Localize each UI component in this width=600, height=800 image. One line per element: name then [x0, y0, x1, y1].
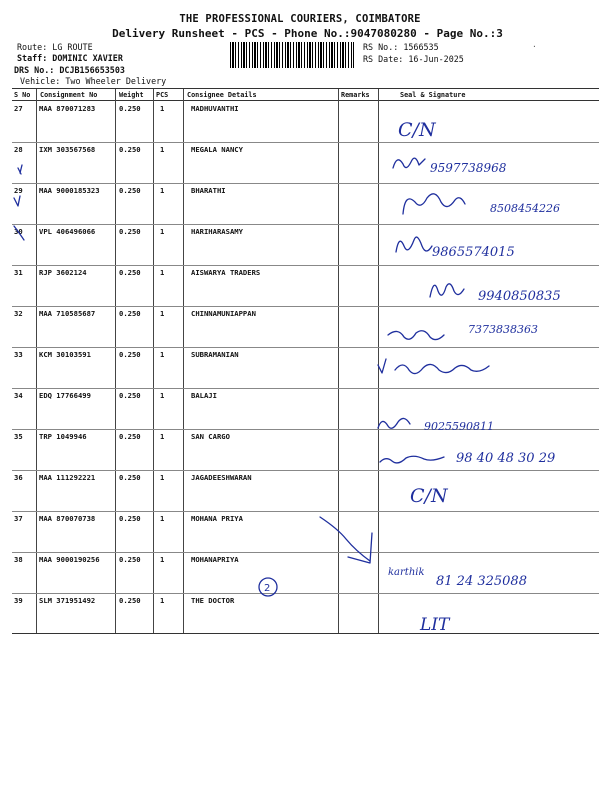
circled-digit: 2 — [264, 583, 271, 594]
route-label: Route: LG ROUTE — [17, 42, 93, 52]
staff-label: Staff: DOMINIC XAVIER — [17, 53, 123, 63]
cell-consignment: MAA 710585687 — [39, 309, 96, 318]
phone-row-30: 9865574015 — [432, 245, 515, 260]
cell-pcs: 1 — [160, 555, 165, 564]
cell-weight: 0.250 — [119, 268, 141, 277]
phone-row-29: 8508454226 — [490, 202, 560, 215]
runsheet-subtitle: Delivery Runsheet - PCS - Phone No.:9047080280 - Page No.:3 — [112, 27, 503, 40]
cell-weight: 0.250 — [119, 350, 141, 359]
cell-pcs: 1 — [160, 309, 165, 318]
cell-consignee: CHINNAMUNIAPPAN — [191, 309, 256, 318]
company-title: THE PROFESSIONAL COURIERS, COIMBATORE — [179, 13, 421, 25]
cell-pcs: 1 — [160, 227, 165, 236]
cell-sno: 28 — [14, 145, 23, 154]
cell-consignment: MAA 9000190256 — [39, 555, 100, 564]
phone-row-38: 81 24 325088 — [436, 574, 527, 589]
cell-weight: 0.250 — [119, 227, 141, 236]
cell-consignee: BALAJI — [191, 391, 217, 400]
cell-pcs: 1 — [160, 432, 165, 441]
cell-sno: 29 — [14, 186, 23, 195]
stray-mark — [18, 165, 22, 174]
cell-sno: 35 — [14, 432, 23, 441]
col-header-seal: Seal & Signature — [400, 91, 466, 99]
drs-number: DRS No.: DCJB156653503 — [14, 65, 125, 75]
cell-weight: 0.250 — [119, 104, 141, 113]
cell-weight: 0.250 — [119, 555, 141, 564]
cell-weight: 0.250 — [119, 473, 141, 482]
cell-weight: 0.250 — [119, 186, 141, 195]
col-header-remarks: Remarks — [341, 91, 370, 99]
cell-consignee: HARIHARASAMY — [191, 227, 243, 236]
cell-consignee: JAGADEESHWARAN — [191, 473, 252, 482]
signature-scribble — [378, 418, 410, 428]
col-header-consignee: Consignee Details — [187, 91, 257, 99]
cell-consignee: BHARATHI — [191, 186, 226, 195]
cell-consignee: THE DOCTOR — [191, 596, 235, 605]
cell-consignment: KCM 30103591 — [39, 350, 91, 359]
speck-mark: · — [532, 42, 537, 51]
cell-consignee: MOHANA PRIYA — [191, 514, 243, 523]
cell-sno: 34 — [14, 391, 23, 400]
stray-mark — [14, 196, 20, 206]
rs-number: RS No.: 1566535 — [363, 42, 439, 52]
cell-consignment: MAA 111292221 — [39, 473, 96, 482]
cell-sno: 36 — [14, 473, 23, 482]
cell-consignee: AISWARYA TRADERS — [191, 268, 261, 277]
phone-row-35: 98 40 48 30 29 — [456, 451, 556, 466]
vehicle-label: Vehicle: Two Wheeler Delivery — [20, 76, 167, 86]
cell-sno: 31 — [14, 268, 23, 277]
signature-scribble — [396, 237, 432, 252]
signature-scribble — [388, 331, 444, 340]
signature-scribble — [380, 456, 444, 463]
ink-strokes — [14, 119, 561, 635]
cell-consignment: MAA 870071283 — [39, 104, 96, 113]
cell-sno: 30 — [14, 227, 23, 236]
cell-weight: 0.250 — [119, 391, 141, 400]
cell-consignment: SLM 371951492 — [39, 596, 96, 605]
signature-scribble — [378, 359, 489, 374]
rs-date: RS Date: 16-Jun-2025 — [363, 54, 464, 64]
cell-pcs: 1 — [160, 391, 165, 400]
signature-row-36: C/N — [410, 485, 448, 507]
cell-pcs: 1 — [160, 350, 165, 359]
signature-scribble — [393, 158, 425, 168]
cell-consignee: MOHANAPRIYA — [191, 555, 239, 564]
phone-row-34: 9025590811 — [424, 420, 494, 433]
stray-mark — [14, 226, 24, 240]
name-row-38: karthik — [388, 567, 425, 578]
col-header-weight: Weight — [119, 91, 144, 99]
cell-consignment: MAA 9000185323 — [39, 186, 100, 195]
cell-consignee: SAN CARGO — [191, 432, 230, 441]
col-header-sno: S No — [14, 91, 31, 99]
signature-scribble — [403, 194, 465, 214]
cell-consignment: MAA 870070738 — [39, 514, 96, 523]
cell-pcs: 1 — [160, 596, 165, 605]
signature-row-39: LIT — [420, 615, 450, 635]
cell-weight: 0.250 — [119, 309, 141, 318]
phone-row-32: 7373838363 — [468, 323, 538, 336]
cell-sno: 33 — [14, 350, 23, 359]
cell-consignee: MEGALA NANCY — [191, 145, 243, 154]
cell-pcs: 1 — [160, 268, 165, 277]
cell-consignee: MADHUVANTHI — [191, 104, 239, 113]
cell-consignment: IXM 303567568 — [39, 145, 96, 154]
cell-weight: 0.250 — [119, 145, 141, 154]
cell-sno: 37 — [14, 514, 23, 523]
cell-sno: 27 — [14, 104, 23, 113]
signature-scribble — [430, 284, 464, 297]
arrow-mark — [320, 517, 372, 563]
cell-consignment: RJP 3602124 — [39, 268, 87, 277]
cell-consignee: SUBRAMANIAN — [191, 350, 239, 359]
cell-consignment: TRP 1049946 — [39, 432, 87, 441]
cell-sno: 39 — [14, 596, 23, 605]
phone-row-31: 9940850835 — [478, 289, 561, 304]
phone-row-28: 9597738968 — [430, 161, 507, 175]
cell-sno: 38 — [14, 555, 23, 564]
cell-pcs: 1 — [160, 514, 165, 523]
col-header-pcs: PCS — [156, 91, 169, 99]
col-header-consignment: Consignment No — [40, 91, 98, 99]
cell-weight: 0.250 — [119, 596, 141, 605]
cell-pcs: 1 — [160, 473, 165, 482]
cell-weight: 0.250 — [119, 432, 141, 441]
cell-sno: 32 — [14, 309, 23, 318]
cell-pcs: 1 — [160, 186, 165, 195]
cell-consignment: VPL 406496066 — [39, 227, 96, 236]
cell-pcs: 1 — [160, 145, 165, 154]
cell-consignment: EDQ 17766499 — [39, 391, 91, 400]
cell-pcs: 1 — [160, 104, 165, 113]
signature-row-27: C/N — [398, 119, 436, 141]
cell-weight: 0.250 — [119, 514, 141, 523]
